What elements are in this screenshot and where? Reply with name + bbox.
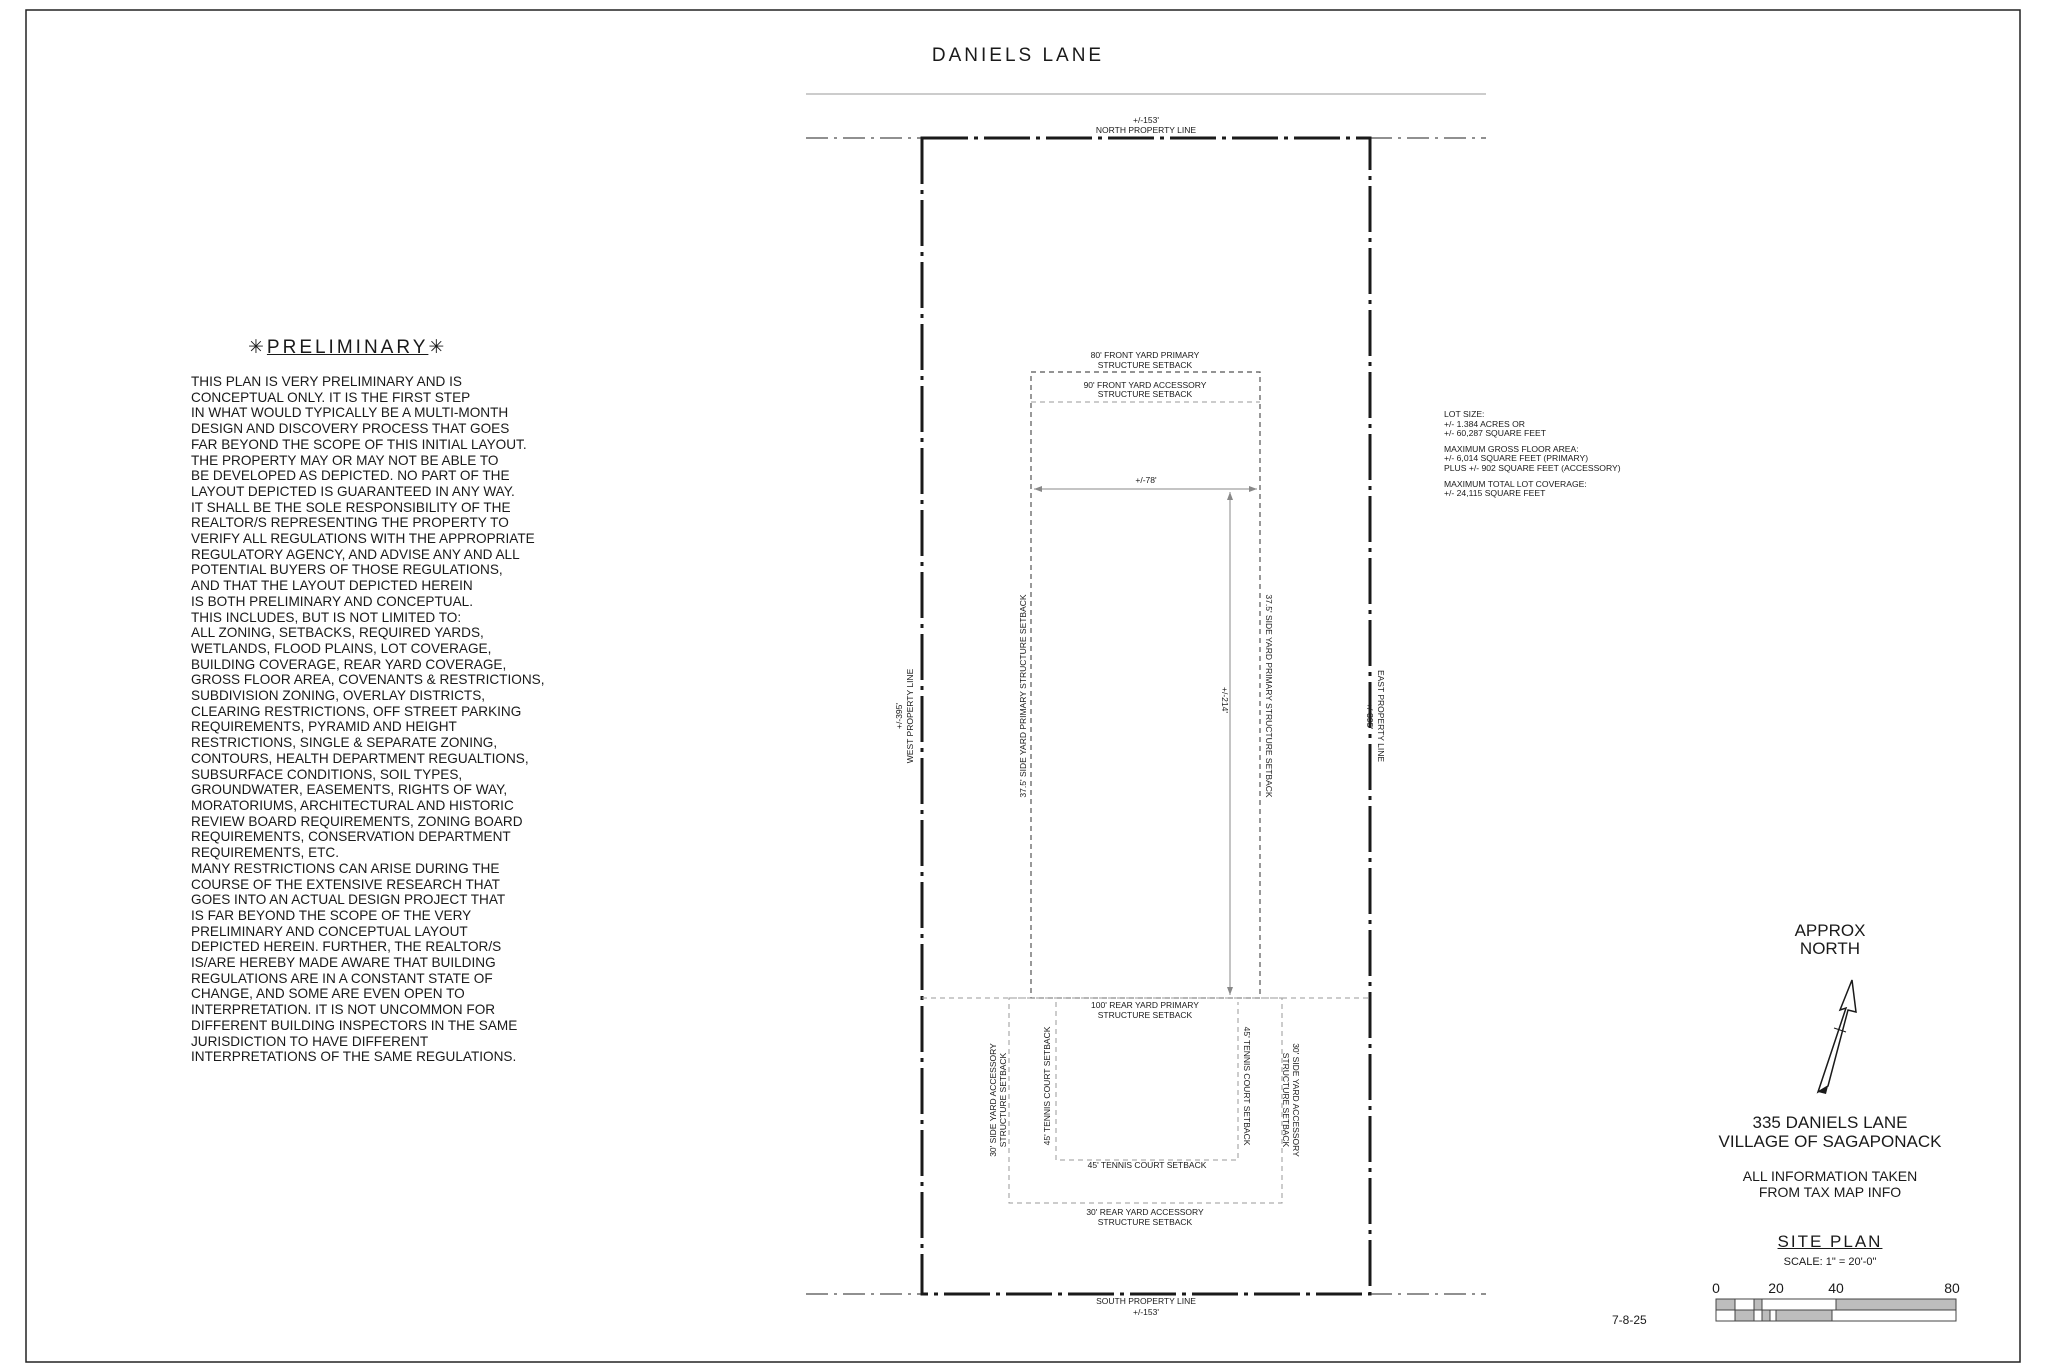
- disclaimer-line: POTENTIAL BUYERS OF THOSE REGULATIONS,: [191, 562, 503, 578]
- south-property-line-label: SOUTH PROPERTY LINE: [1096, 1296, 1196, 1306]
- address-line: VILLAGE OF SAGAPONACK: [1718, 1132, 1942, 1151]
- side-accessory-setback-label-left-2: STRUCTURE SETBACK: [998, 1052, 1008, 1148]
- north-label-line: NORTH: [1799, 939, 1861, 958]
- tennis-court-setback-envelope: [1056, 1002, 1238, 1160]
- disclaimer-line: MORATORIUMS, ARCHITECTURAL AND HISTORIC: [191, 797, 514, 813]
- disclaimer-line: VERIFY ALL REGULATIONS WITH THE APPROPRIATE: [191, 531, 535, 547]
- preliminary-disclaimer: [191, 374, 621, 1065]
- tennis-setback-label-bottom: 45' TENNIS COURT SETBACK: [1087, 1160, 1207, 1170]
- disclaimer-line: REGULATORY AGENCY, AND ADVISE ANY AND ALL: [191, 546, 520, 562]
- depth-dim-label: +/-214': [1220, 687, 1230, 713]
- north-dim-label: +/-153': [1133, 115, 1159, 125]
- disclaimer-line: BE DEVELOPED AS DEPICTED. NO PART OF THE: [191, 468, 510, 484]
- gfa-line: MAXIMUM GROSS FLOOR AREA:: [1444, 443, 1579, 454]
- disclaimer-line: IT SHALL BE THE SOLE RESPONSIBILITY OF THE: [191, 499, 511, 515]
- front-accessory-setback-label-2: STRUCTURE SETBACK: [1097, 389, 1193, 399]
- coverage-line: MAXIMUM TOTAL LOT COVERAGE:: [1444, 478, 1587, 489]
- rear-primary-setback-label-1: 100' REAR YARD PRIMARY: [1091, 1000, 1199, 1010]
- rear-accessory-setback-label-1: 30' REAR YARD ACCESSORY: [1086, 1207, 1204, 1217]
- disclaimer-line: THIS PLAN IS VERY PRELIMINARY AND IS: [191, 374, 462, 389]
- disclaimer-line: INTERPRETATION. IT IS NOT UNCOMMON FOR: [191, 1002, 496, 1018]
- coverage-line: +/- 24,115 SQUARE FEET: [1444, 488, 1546, 499]
- disclaimer-line: DESIGN AND DISCOVERY PROCESS THAT GOES: [191, 421, 510, 437]
- rear-accessory-setback-label-2: STRUCTURE SETBACK: [1097, 1217, 1193, 1227]
- disclaimer-line: IS FAR BEYOND THE SCOPE OF THE VERY: [191, 907, 472, 923]
- address-block: [1680, 1113, 1980, 1151]
- disclaimer-line: AND THAT THE LAYOUT DEPICTED HEREIN: [191, 578, 473, 594]
- graphic-scale-bar: [1716, 1299, 1956, 1321]
- disclaimer-line: GOES INTO AN ACTUAL DESIGN PROJECT THAT: [191, 892, 506, 908]
- disclaimer-line: GROUNDWATER, EASEMENTS, RIGHTS OF WAY,: [191, 782, 508, 798]
- side-accessory-setback-label-left-1: 30' SIDE YARD ACCESSORY: [988, 1043, 998, 1157]
- front-primary-setback-label-1: 80' FRONT YARD PRIMARY: [1090, 350, 1200, 360]
- disclaimer-line: PRELIMINARY AND CONCEPTUAL LAYOUT: [191, 923, 468, 939]
- disclaimer-line: REVIEW BOARD REQUIREMENTS, ZONING BOARD: [191, 813, 523, 829]
- asterisk-icon: ✳: [428, 337, 448, 358]
- side-accessory-setback-label-right-1: 30' SIDE YARD ACCESSORY: [1291, 1043, 1301, 1157]
- disclaimer-line: WETLANDS, FLOOD PLAINS, LOT COVERAGE,: [191, 640, 492, 656]
- scale-note: SCALE: 1" = 20'-0": [1783, 1256, 1877, 1268]
- disclaimer-line: INTERPRETATIONS OF THE SAME REGULATIONS.: [191, 1049, 517, 1065]
- scale-label-20: 20: [1768, 1280, 1784, 1296]
- disclaimer-line: IS/ARE HEREBY MADE AWARE THAT BUILDING: [191, 955, 496, 971]
- site-plan-title: SITE PLAN: [1777, 1232, 1883, 1251]
- disclaimer-line: LAYOUT DEPICTED IS GUARANTEED IN ANY WAY.: [191, 483, 515, 499]
- disclaimer-line: CLEARING RESTRICTIONS, OFF STREET PARKING: [191, 703, 522, 719]
- gfa-line: PLUS +/- 902 SQUARE FEET (ACCESSORY): [1444, 462, 1621, 473]
- disclaimer-line: COURSE OF THE EXTENSIVE RESEARCH THAT: [191, 876, 500, 892]
- side-primary-setback-label-right: 37.5' SIDE YARD PRIMARY STRUCTURE SETBACK: [1264, 594, 1274, 798]
- preliminary-heading: PRELIMINARY: [266, 337, 429, 358]
- disclaimer-line: THIS INCLUDES, BUT IS NOT LIMITED TO:: [191, 609, 462, 625]
- lot-size-line: +/- 60,287 SQUARE FEET: [1444, 428, 1546, 439]
- disclaimer-line: CONCEPTUAL ONLY. IT IS THE FIRST STEP: [191, 389, 471, 405]
- gross-floor-area-group: [1444, 445, 1621, 474]
- width-dim-arrow-right: [1249, 486, 1257, 492]
- west-property-line-label: WEST PROPERTY LINE: [905, 668, 915, 764]
- lot-coverage-group: [1444, 480, 1621, 499]
- lot-size-line: +/- 1.384 ACRES OR: [1444, 418, 1525, 429]
- street-name: DANIELS LANE: [931, 45, 1105, 66]
- front-accessory-setback-label-1: 90' FRONT YARD ACCESSORY: [1083, 380, 1207, 390]
- date-label: 7-8-25: [1612, 1313, 1647, 1327]
- note-line: ALL INFORMATION TAKEN: [1742, 1168, 1918, 1184]
- rear-primary-setback-label-2: STRUCTURE SETBACK: [1097, 1010, 1193, 1020]
- disclaimer-line: CHANGE, AND SOME ARE EVEN OPEN TO: [191, 986, 465, 1002]
- width-dim-label: +/-78': [1135, 475, 1157, 485]
- disclaimer-line: GROSS FLOOR AREA, COVENANTS & RESTRICTIONS,: [191, 672, 545, 688]
- disclaimer-line: IS BOTH PRELIMINARY AND CONCEPTUAL.: [191, 593, 474, 609]
- disclaimer-line: REALTOR/S REPRESENTING THE PROPERTY TO: [191, 515, 509, 531]
- disclaimer-line: DEPICTED HEREIN. FURTHER, THE REALTOR/S: [191, 939, 502, 955]
- disclaimer-line: REQUIREMENTS, PYRAMID AND HEIGHT: [191, 719, 457, 735]
- disclaimer-line: SUBSURFACE CONDITIONS, SOIL TYPES,: [191, 766, 463, 782]
- disclaimer-line: JURISDICTION TO HAVE DIFFERENT: [191, 1033, 429, 1049]
- disclaimer-line: ALL ZONING, SETBACKS, REQUIRED YARDS,: [191, 625, 484, 641]
- width-dim-arrow-left: [1034, 486, 1042, 492]
- scale-label-0: 0: [1712, 1280, 1720, 1296]
- south-dim-label: +/-153': [1133, 1307, 1159, 1317]
- east-property-line-label: EAST PROPERTY LINE: [1376, 669, 1386, 763]
- disclaimer-line: RESTRICTIONS, SINGLE & SEPARATE ZONING,: [191, 735, 498, 751]
- disclaimer-line: THE PROPERTY MAY OR MAY NOT BE ABLE TO: [191, 452, 499, 468]
- lot-size-group: [1444, 410, 1621, 439]
- note-line: FROM TAX MAP INFO: [1758, 1184, 1902, 1200]
- asterisk-icon: ✳: [248, 337, 267, 358]
- lot-size-line: LOT SIZE:: [1444, 409, 1485, 419]
- north-arrow-icon: [1818, 980, 1856, 1094]
- depth-dim-arrow-bottom: [1227, 987, 1233, 995]
- disclaimer-line: REQUIREMENTS, CONSERVATION DEPARTMENT: [191, 829, 511, 845]
- north-property-line-label: NORTH PROPERTY LINE: [1095, 125, 1197, 135]
- primary-setback-envelope: [1031, 372, 1260, 998]
- disclaimer-line: REQUIREMENTS, ETC.: [191, 845, 340, 861]
- tennis-setback-label-left: 45' TENNIS COURT SETBACK: [1042, 1026, 1052, 1146]
- disclaimer-line: DIFFERENT BUILDING INSPECTORS IN THE SAME: [191, 1017, 518, 1033]
- east-dim-label: +/-395': [1365, 703, 1375, 729]
- side-accessory-setback-label-right-2: STRUCTURE SETBACK: [1281, 1052, 1291, 1148]
- approx-north-label: [1750, 922, 1910, 958]
- preliminary-title: [248, 336, 447, 359]
- disclaimer-line: FAR BEYOND THE SCOPE OF THIS INITIAL LAYOUT.: [191, 436, 527, 452]
- disclaimer-line: SUBDIVISION ZONING, OVERLAY DISTRICTS,: [191, 688, 486, 704]
- scale-label-40: 40: [1828, 1280, 1844, 1296]
- address-line: 335 DANIELS LANE: [1752, 1113, 1908, 1132]
- scale-label-80: 80: [1944, 1280, 1960, 1296]
- disclaimer-line: MANY RESTRICTIONS CAN ARISE DURING THE: [191, 860, 500, 876]
- side-primary-setback-label-left: 37.5' SIDE YARD PRIMARY STRUCTURE SETBACK: [1018, 594, 1028, 798]
- front-primary-setback-label-2: STRUCTURE SETBACK: [1097, 360, 1193, 370]
- gfa-line: +/- 6,014 SQUARE FEET (PRIMARY): [1444, 453, 1589, 464]
- west-dim-label: +/-395': [894, 703, 904, 729]
- tennis-setback-label-right: 45' TENNIS COURT SETBACK: [1242, 1026, 1252, 1146]
- disclaimer-line: REGULATIONS ARE IN A CONSTANT STATE OF: [191, 970, 493, 986]
- disclaimer-line: CONTOURS, HEALTH DEPARTMENT REGUALTIONS,: [191, 750, 529, 766]
- tax-map-note: [1680, 1168, 1980, 1200]
- depth-dim-arrow-top: [1227, 492, 1233, 500]
- disclaimer-line: BUILDING COVERAGE, REAR YARD COVERAGE,: [191, 656, 507, 672]
- north-label-line: APPROX: [1794, 921, 1866, 940]
- lot-info-block: [1444, 410, 1621, 505]
- disclaimer-line: IN WHAT WOULD TYPICALLY BE A MULTI-MONTH: [191, 405, 509, 421]
